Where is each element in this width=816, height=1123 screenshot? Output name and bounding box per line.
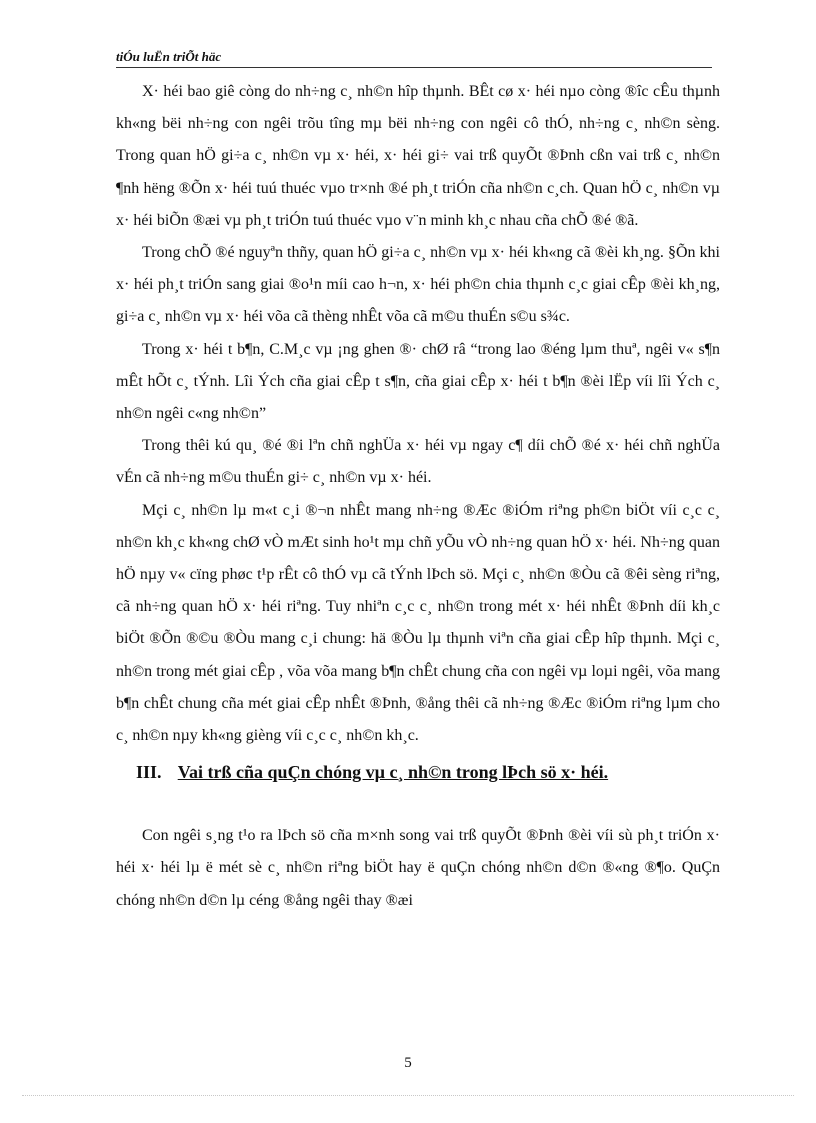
paragraph-individual-society: X· héi bao giê còng do nh÷ng c¸ nh©n hîp thµnh. BÊt cø x· héi nµo còng ®îc cÊu thµnh kh«ng bëi nh÷ng con ngêi trõu tîng mµ bëi nh÷ng con ngêi cô thÓ, nh÷ng c¸ nh©n sèng. Trong quan hÖ gi÷a c¸ nh©n vµ x· héi, x· héi gi÷ vai trß quyÕt ®Þnh cßn vai trß c¸ nh©n ¶nh hëng ®Õn x· héi tuú thuéc vµo tr×nh ®é ph¸t triÓn cña nh©n c¸ch. Quan hÖ c¸ nh©n vµ x· héi biÕn ®æi vµ ph¸t triÓn tuú thuéc vµo v¨n minh kh¸c nhau cña chÕ ®é ®ã. (116, 83, 720, 229)
paragraph-primitive-society: Trong chÕ ®é nguyªn thñy, quan hÖ gi÷a c¸ nh©n vµ x· héi kh«ng cã ®èi kh¸ng. §Õn khi x· héi ph¸t triÓn sang giai ®o¹n míi cao h¬n, x· héi ph©n chia thµnh c¸c giai cÊp ®èi kh¸ng, gi÷a c¸ nh©n vµ x· héi võa cã thèng nhÊt võa cã m©u thuÉn s©u s¾c. (116, 244, 720, 326)
paragraph-transition-period: Trong thêi kú qu¸ ®é ®i lªn chñ nghÜa x· héi vµ ngay c¶ díi chÕ ®é x· héi chñ nghÜa vÉn cã nh÷ng m©u thuÉn gi÷ c¸ nh©n vµ x· héi. (116, 437, 720, 487)
running-header: tiÓu luËn triÕt häc (116, 49, 712, 68)
section-heading (116, 754, 720, 790)
paragraph-capitalist-society: Trong x· héi t b¶n, C.M¸c vµ ¡ng ghen ®· chØ râ “trong lao ®éng lµm thuª, ngêi v« s¶n mÊt hÕt c¸ tÝnh. Lîi Ých cña giai cÊp t s¶n, cña giai cÊp x· héi t b¶n ®èi lËp víi lîi Ých c¸ nh©n ngêi c«ng nh©n” (116, 340, 720, 423)
section-number: III. (136, 762, 162, 783)
paragraph-each-individual: Mçi c¸ nh©n lµ m«t c¸i ®¬n nhÊt mang nh÷ng ®Æc ®iÓm riªng ph©n biÖt víi c¸c c¸ nh©n kh¸c kh«ng chØ vÒ mÆt sinh ho¹t mµ chñ yÕu vÒ nh÷ng quan hÖ x· héi. Nh÷ng quan hÖ nµy v« cïng phøc t¹p rÊt cô thÓ vµ cã tÝnh lÞch sö. Mçi c¸ nh©n ®Òu cã ®êi sèng riªng, cã nh÷ng quan hÖ x· héi riªng. Tuy nhiªn c¸c c¸ nh©n trong mét x· héi nhÊt ®Þnh díi kh¸c biÖt ®Õn ®©u ®Òu mang c¸i chung: hä ®Òu lµ thµnh viªn cña giai cÊp hîp thµnh. Mçi c¸ nh©n trong mét giai cÊp , võa võa mang b¶n chÊt chung cña con ngêi vµ loµi ngêi, võa mang b¶n chÊt chung cña mét giai cÊp nhÊt ®Þnh, ®ång thêi cã nh÷ng ®Æc ®iÓm riªng lµm cho c¸ nh©n nµy kh«ng gièng víi c¸c c¸ nh©n kh¸c. (116, 501, 720, 745)
section-title: Vai trß cña quÇn chóng vµ c¸ nh©n trong lÞch sö x· héi. (177, 762, 609, 783)
page-number: 5 (404, 1055, 412, 1071)
paragraph-people-create-history: Con ngêi s¸ng t¹o ra lÞch sö cña m×nh song vai trß quyÕt ®Þnh ®èi víi sù ph¸t triÓn x· héi x· héi lµ ë mét sè c¸ nh©n riªng biÖt hay ë quÇn chóng nh©n d©n ®«ng ®¶o. QuÇn chóng nh©n d©n lµ céng ®ång ngêi thay ®æi (116, 827, 720, 909)
body-text (116, 76, 720, 917)
page-bottom-divider (22, 1095, 794, 1096)
